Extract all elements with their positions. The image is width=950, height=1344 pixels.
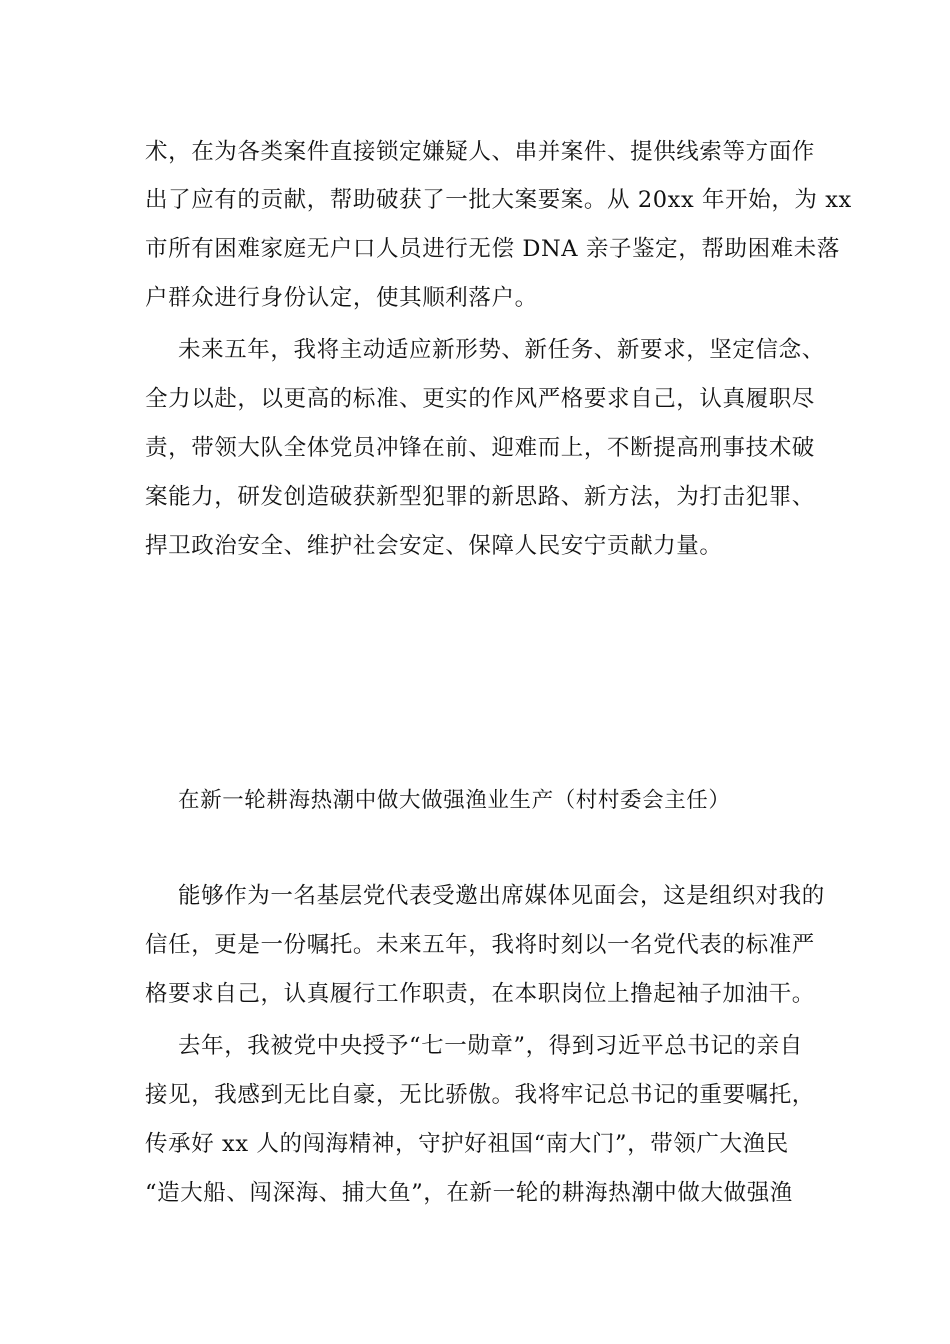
text-line: 接见，我感到无比自豪，无比骄傲。我将牢记总书记的重要嘱托， [145,1082,815,1108]
text-line: 去年，我被党中央授予“七一勋章”，得到习近平总书记的亲自 [178,1033,803,1059]
text-line: 责，带领大队全体党员冲锋在前、迎难而上，不断提高刑事技术破 [145,435,815,461]
section-title: 在新一轮耕海热潮中做大做强渔业生产（村村委会主任） [178,788,731,813]
text-line: 案能力，研发创造破获新型犯罪的新思路、新方法，为打击犯罪、 [145,484,815,510]
text-line: 格要求自己，认真履行工作职责，在本职岗位上撸起袖子加油干。 [145,981,815,1007]
text-line: 全力以赴，以更高的标准、更实的作风严格要求自己，认真履职尽 [145,386,815,412]
text-line: 未来五年，我将主动适应新形势、新任务、新要求，坚定信念、 [178,337,825,363]
text-line: 信任，更是一份嘱托。未来五年，我将时刻以一名党代表的标准严 [145,932,815,958]
text-line: 传承好 xx 人的闯海精神，守护好祖国“南大门”，带领广大渔民 [145,1131,789,1157]
text-line: 出了应有的贡献，帮助破获了一批大案要案。从 20xx 年开始，为 xx [145,187,852,213]
text-line: 术，在为各类案件直接锁定嫌疑人、串并案件、提供线索等方面作 [145,139,815,165]
text-line: 能够作为一名基层党代表受邀出席媒体见面会，这是组织对我的 [178,883,825,909]
text-line: “造大船、闯深海、捕大鱼”，在新一轮的耕海热潮中做大做强渔 [145,1180,793,1206]
text-line: 户群众进行身份认定，使其顺利落户。 [145,285,538,311]
text-line: 捍卫政治安全、维护社会安定、保障人民安宁贡献力量。 [145,533,723,559]
text-line: 市所有困难家庭无户口人员进行无偿 DNA 亲子鉴定，帮助困难未落 [145,236,840,262]
